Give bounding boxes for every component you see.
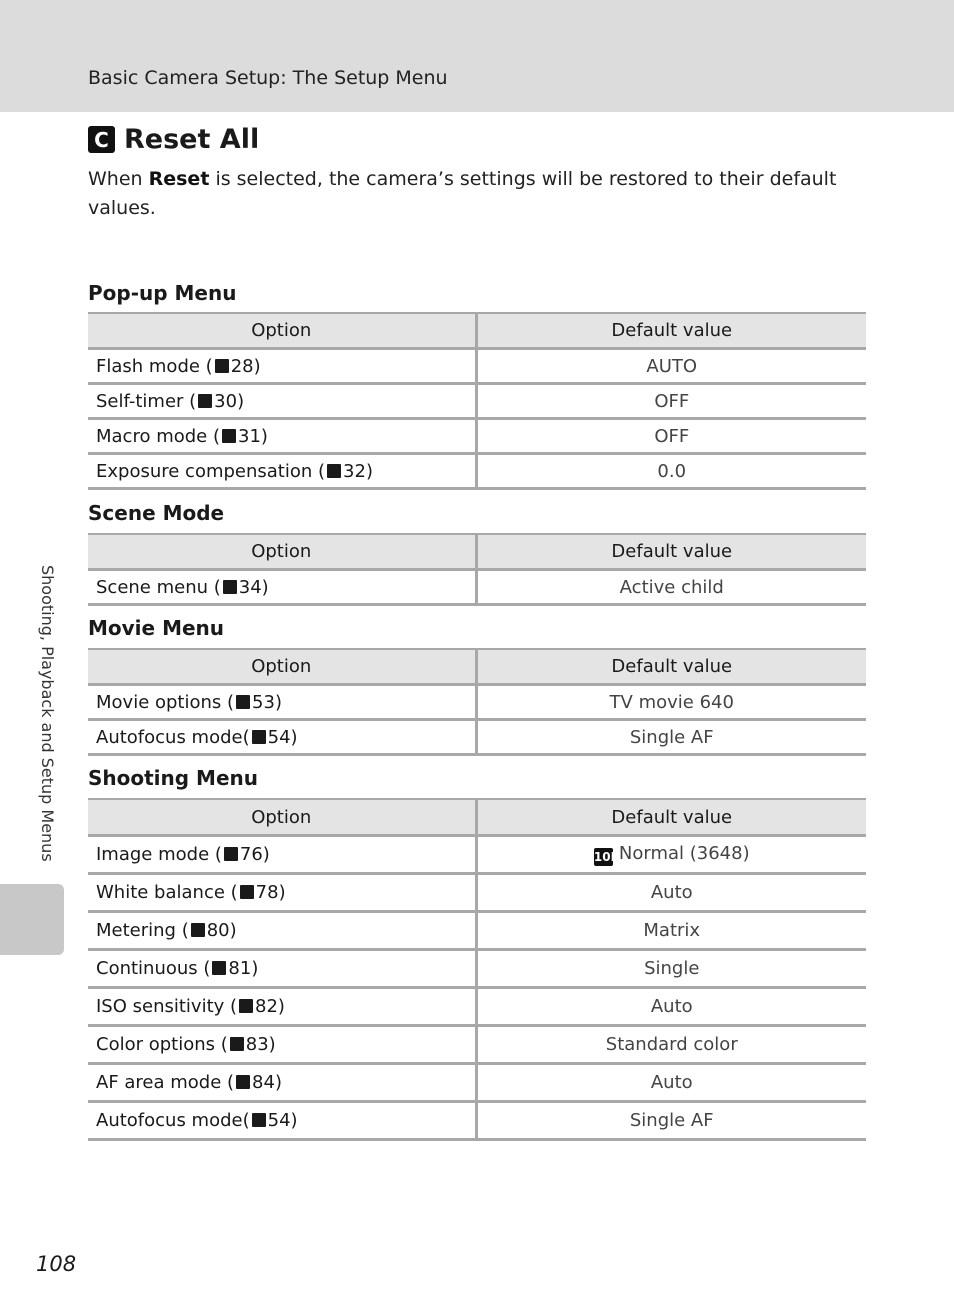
page-reference-icon (252, 1113, 266, 1127)
side-thumb-tab (0, 884, 64, 955)
table-header-row (88, 534, 866, 570)
intro-paragraph (88, 165, 858, 223)
table-row (88, 950, 866, 988)
page-reference: 53) (252, 691, 282, 713)
popup-menu-table (88, 312, 866, 490)
default-value-cell (476, 836, 866, 874)
page-reference: 34) (238, 576, 269, 598)
shooting-menu-table (88, 798, 866, 1141)
table-row (88, 1064, 866, 1102)
image-size-icon: 10M (593, 850, 623, 864)
table-row (88, 349, 866, 384)
option-name: Autofocus mode( (96, 726, 250, 748)
option-cell (88, 570, 476, 605)
page-reference: 78) (255, 882, 286, 903)
page-reference-icon (191, 923, 205, 937)
table-row (88, 1026, 866, 1064)
default-value: Single AF (476, 720, 866, 755)
option-name: Image mode ( (96, 844, 222, 865)
header-band (0, 0, 954, 112)
page-reference: 76) (239, 844, 270, 865)
page-reference-icon (222, 429, 236, 443)
table-row (88, 454, 866, 489)
table-row (88, 912, 866, 950)
page-reference-icon (223, 580, 237, 594)
option-cell (88, 1064, 476, 1102)
page-title-text: Reset All (124, 124, 260, 155)
option-cell (88, 950, 476, 988)
page-reference-icon (230, 1037, 244, 1051)
option-cell (88, 419, 476, 454)
option-name: Flash mode ( (96, 355, 213, 377)
page-title (88, 124, 259, 155)
default-value: Matrix (476, 912, 866, 950)
intro-bold: Reset (148, 168, 210, 190)
default-value: Auto (476, 874, 866, 912)
option-name: Autofocus mode( (96, 1110, 250, 1131)
table-row (88, 384, 866, 419)
page-reference-icon (224, 847, 238, 861)
option-cell (88, 836, 476, 874)
option-name: AF area mode ( (96, 1072, 235, 1093)
page-reference-icon (327, 464, 341, 478)
option-cell (88, 384, 476, 419)
option-name: ISO sensitivity ( (96, 996, 238, 1017)
page-reference: 80) (206, 920, 237, 941)
page-reference: 54) (267, 726, 298, 748)
table-header-row (88, 649, 866, 685)
option-name: Color options ( (96, 1034, 228, 1055)
default-value: Standard color (476, 1026, 866, 1064)
intro-after: is selected, the camera’s settings will be restored to their default values. (88, 168, 837, 219)
default-value: Single (476, 950, 866, 988)
option-cell (88, 454, 476, 489)
option-name: White balance ( (96, 882, 238, 903)
page-reference: 54) (267, 1110, 298, 1131)
default-value: Single AF (476, 1102, 866, 1140)
default-value: 0.0 (476, 454, 866, 489)
default-value: AUTO (476, 349, 866, 384)
default-column-header: Default value (476, 534, 866, 570)
table-row (88, 419, 866, 454)
page-reference: 32) (343, 460, 373, 482)
option-cell (88, 988, 476, 1026)
option-column-header: Option (88, 799, 476, 836)
page-reference-icon (236, 1075, 250, 1089)
shooting-menu-heading: Shooting Menu (88, 766, 258, 790)
default-column-header: Default value (476, 799, 866, 836)
default-value: TV movie 640 (476, 685, 866, 720)
page-reference: 81) (228, 958, 259, 979)
running-header: Basic Camera Setup: The Setup Menu (88, 67, 448, 89)
default-value: Active child (476, 570, 866, 605)
option-name: Scene menu ( (96, 576, 221, 598)
table-row (88, 874, 866, 912)
page-reference: 28) (230, 355, 261, 377)
option-column-header: Option (88, 649, 476, 685)
option-cell (88, 912, 476, 950)
option-cell (88, 720, 476, 755)
option-cell (88, 685, 476, 720)
option-column-header: Option (88, 534, 476, 570)
page-reference-icon (240, 885, 254, 899)
page-reference-icon (212, 961, 226, 975)
page-reference: 83) (245, 1034, 276, 1055)
option-name: Metering ( (96, 920, 189, 941)
option-name: Macro mode ( (96, 425, 220, 447)
page-number: 108 (36, 1252, 77, 1276)
default-column-header: Default value (476, 649, 866, 685)
side-section-label: Shooting, Playback and Setup Menus (38, 565, 57, 862)
page-reference-icon (236, 695, 250, 709)
table-row (88, 720, 866, 755)
page-reference: 30) (214, 390, 245, 412)
page-reference: 84) (252, 1072, 282, 1093)
option-column-header: Option (88, 313, 476, 349)
table-row (88, 685, 866, 720)
default-value: OFF (476, 384, 866, 419)
default-value: Normal (3648) (618, 843, 750, 864)
option-name: Self-timer ( (96, 390, 197, 412)
page-reference-icon (215, 359, 229, 373)
table-header-row (88, 799, 866, 836)
table-row (88, 988, 866, 1026)
option-cell (88, 874, 476, 912)
scene-mode-table (88, 533, 866, 606)
table-header-row (88, 313, 866, 349)
popup-menu-heading: Pop-up Menu (88, 281, 237, 305)
intro-before: When (88, 168, 149, 190)
option-cell (88, 1102, 476, 1140)
page-reference-icon (198, 394, 212, 408)
page-reference-icon (252, 730, 266, 744)
option-cell (88, 1026, 476, 1064)
scene-mode-heading: Scene Mode (88, 501, 225, 525)
default-value: OFF (476, 419, 866, 454)
table-row (88, 570, 866, 605)
option-cell (88, 349, 476, 384)
table-row (88, 1102, 866, 1140)
page-reference: 31) (238, 425, 268, 447)
movie-menu-table (88, 648, 866, 756)
option-name: Movie options ( (96, 691, 235, 713)
option-name: Continuous ( (96, 958, 211, 979)
option-name: Exposure compensation ( (96, 460, 326, 482)
movie-menu-heading: Movie Menu (88, 616, 225, 640)
setup-menu-icon: C (88, 126, 115, 153)
page-reference: 82) (255, 996, 285, 1017)
default-column-header: Default value (476, 313, 866, 349)
default-value: Auto (476, 1064, 866, 1102)
page-reference-icon (239, 999, 253, 1013)
default-value: Auto (476, 988, 866, 1026)
table-row (88, 836, 866, 874)
